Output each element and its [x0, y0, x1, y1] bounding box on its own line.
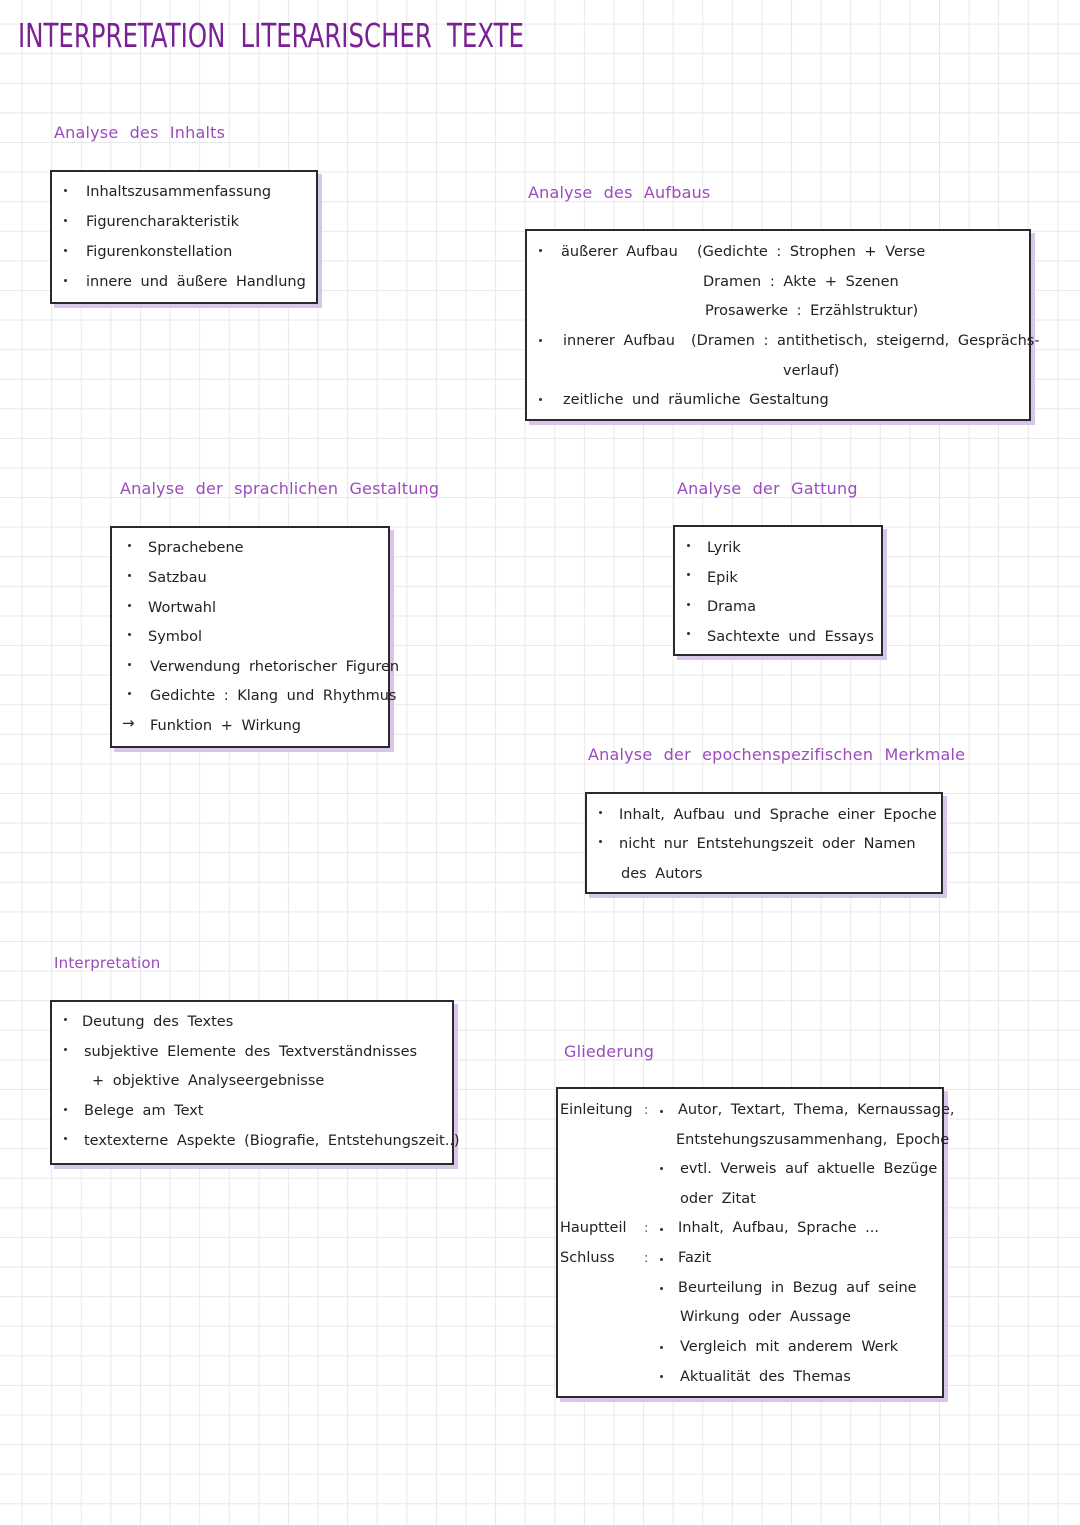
bullet [64, 189, 67, 192]
bullet [128, 663, 131, 666]
list-item-continuation: + objektive Analyseergebnisse [92, 1073, 325, 1089]
bullet [539, 249, 542, 252]
list-item: äußerer Aufbau [561, 244, 678, 260]
bullet [687, 603, 690, 606]
list-item: Sprachebene [148, 540, 244, 556]
list-item-detail: (Dramen : antithetisch, steigernd, Gesprächs- [691, 333, 1040, 349]
list-item: innere und äußere Handlung [86, 274, 306, 290]
bullet [128, 544, 131, 547]
label-hauptteil: Hauptteil [560, 1220, 627, 1236]
box-interpretation [50, 1000, 460, 1165]
list-item: nicht nur Entstehungszeit oder Namen [619, 836, 916, 852]
bullet [64, 1048, 67, 1051]
label-einleitung: Einleitung [560, 1102, 633, 1118]
list-item: subjektive Elemente des Textverständnisses [84, 1044, 418, 1060]
box-gattung [673, 525, 883, 656]
page-title: INTERPRETATION LITERARISCHER TEXTE [18, 16, 524, 55]
arrow-right-icon: → [122, 714, 135, 732]
list-item: innerer Aufbau [563, 333, 675, 349]
list-item-continuation: oder Zitat [680, 1191, 756, 1207]
list-item: Belege am Text [84, 1103, 204, 1119]
list-item-detail: verlauf) [783, 363, 840, 379]
list-item: Lyrik [707, 540, 741, 556]
bullet [64, 1137, 67, 1140]
heading-interpretation: Interpretation [54, 954, 161, 972]
box-epoche [585, 792, 943, 894]
heading-gliederung: Gliederung [564, 1042, 655, 1061]
bullet [660, 1287, 663, 1290]
list-item: Inhalt, Aufbau und Sprache einer Epoche [619, 807, 937, 823]
bullet [64, 1018, 67, 1021]
list-item: Verwendung rhetorischer Figuren [150, 659, 400, 675]
bullet [128, 604, 131, 607]
heading-sprache: Analyse der sprachlichen Gestaltung [120, 479, 440, 498]
list-item-detail: Dramen : Akte + Szenen [703, 274, 899, 290]
list-item: Deutung des Textes [82, 1014, 234, 1030]
bullet [660, 1346, 663, 1349]
bullet [599, 811, 602, 814]
list-item: Wortwahl [148, 600, 216, 616]
label-schluss: Schluss [560, 1250, 615, 1266]
list-item-result: Funktion + Wirkung [150, 718, 302, 734]
separator: : [644, 1251, 649, 1266]
list-item-continuation: Wirkung oder Aussage [680, 1309, 851, 1325]
separator: : [644, 1103, 649, 1118]
bullet [539, 398, 542, 401]
list-item: Aktualität des Themas [680, 1369, 851, 1385]
list-item: Symbol [148, 629, 203, 645]
box-gliederung [556, 1087, 955, 1398]
list-item-continuation: des Autors [621, 866, 703, 882]
bullet [64, 1108, 67, 1111]
box-sprache [110, 526, 400, 748]
box-inhalt [50, 170, 318, 304]
box-aufbau [525, 229, 1040, 421]
list-item: Satzbau [148, 570, 207, 586]
heading-aufbau: Analyse des Aufbaus [528, 183, 711, 202]
list-item: Autor, Textart, Thema, Kernaussage, [678, 1102, 955, 1118]
list-item-detail: (Gedichte : Strophen + Verse [697, 244, 926, 260]
separator: : [644, 1221, 649, 1236]
list-item: Gedichte : Klang und Rhythmus [150, 688, 397, 704]
list-item: Epik [707, 570, 738, 586]
list-item: Figurenkonstellation [86, 244, 233, 260]
list-item: Beurteilung in Bezug auf seine [678, 1280, 917, 1296]
bullet [660, 1110, 663, 1113]
bullet [64, 279, 67, 282]
bullet [660, 1228, 663, 1231]
bullet [599, 840, 602, 843]
bullet [539, 339, 542, 342]
bullet [64, 249, 67, 252]
list-item: Sachtexte und Essays [707, 629, 874, 645]
bullet [687, 573, 690, 576]
list-item: Fazit [678, 1250, 712, 1266]
bullet [64, 219, 67, 222]
bullet [660, 1258, 663, 1261]
bullet [660, 1167, 663, 1170]
heading-inhalt: Analyse des Inhalts [54, 123, 226, 142]
list-item: Inhalt, Aufbau, Sprache ... [678, 1220, 879, 1236]
bullet [660, 1375, 663, 1378]
list-item: Figurencharakteristik [86, 214, 240, 230]
bullet [128, 692, 131, 695]
list-item: Drama [707, 599, 757, 615]
list-item-detail: Prosawerke : Erzählstruktur) [705, 303, 919, 319]
heading-gattung: Analyse der Gattung [677, 479, 858, 498]
bullet [128, 574, 131, 577]
list-item: Inhaltszusammenfassung [86, 184, 272, 200]
bullet [687, 632, 690, 635]
list-item-continuation: Entstehungszusammenhang, Epoche [676, 1132, 950, 1148]
list-item: textexterne Aspekte (Biografie, Entstehungszeit..) [84, 1133, 460, 1149]
list-item: Vergleich mit anderem Werk [680, 1339, 899, 1355]
list-item: zeitliche und räumliche Gestaltung [563, 392, 829, 408]
heading-epoche: Analyse der epochenspezifischen Merkmale [588, 745, 966, 764]
list-item: evtl. Verweis auf aktuelle Bezüge [680, 1161, 938, 1177]
bullet [687, 544, 690, 547]
bullet [128, 633, 131, 636]
